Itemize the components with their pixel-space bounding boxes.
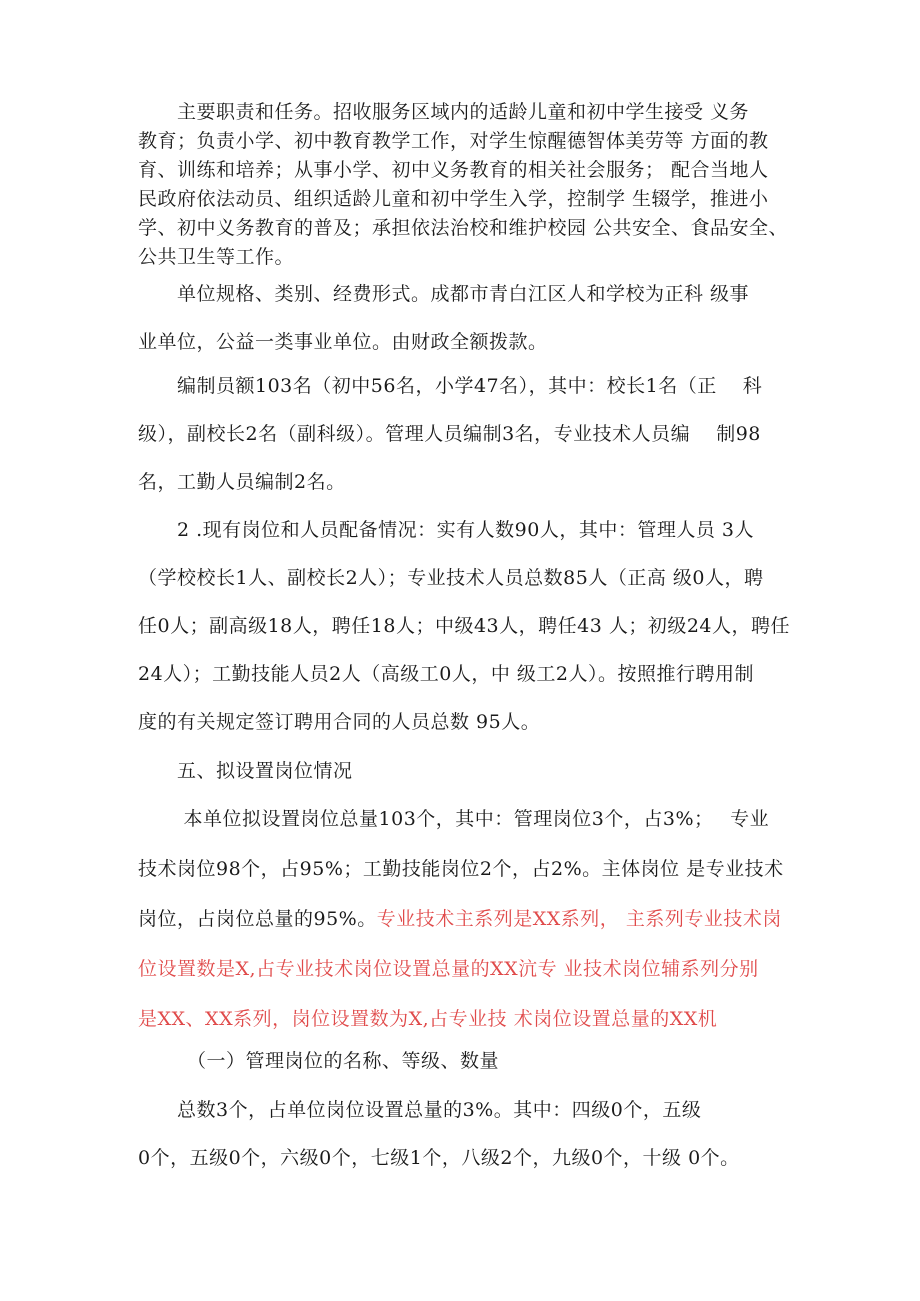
- paragraph-duties: [138, 98, 788, 272]
- text-line: 本单位拟设置岗位总量103个，其中：管理岗位3个，占3%； 专业: [138, 808, 770, 830]
- section-heading-5: [138, 746, 788, 796]
- text-line: 育、训练和培养；从事小学、初中义务教育的相关社会服务； 配合当地人: [138, 159, 769, 181]
- highlight-text: 位设置数是X,占专业技术岗位设置总量的XX沆专 业技术岗位辅系列分别: [138, 958, 759, 980]
- highlight-text: 专业技术主系列是XX系列， 主系列专业技术岗: [376, 908, 782, 930]
- paragraph-current-staff: [138, 506, 791, 746]
- text-line: 级），副校长2名（副科级）。管理人员编制3名，专业技术人员编 制98: [138, 423, 761, 445]
- text-line: 任0人；副高级18人，聘任18人；中级43人，聘任43 人；初级24人，聘任: [138, 615, 791, 637]
- text-line: 编制员额103名（初中56名，小学47名），其中：校长1名（正 科: [138, 375, 763, 397]
- text-line: 教育；负责小学、初中教育教学工作，对学生惊醒德智体美劳等 方面的教: [138, 130, 769, 152]
- section-heading: （一）管理岗位的名称、等级、数量: [138, 1050, 500, 1072]
- highlight-text: 是XX、XX系列，岗位设置数为X,占专业技 术岗位设置总量的XX机: [138, 1008, 718, 1030]
- section-heading-mgmt: [138, 1036, 788, 1086]
- text-line: 2 .现有岗位和人员配备情况：实有人数90人，其中：管理人员 3人: [138, 519, 754, 541]
- text-line: 业单位，公益一类事业单位。由财政全额拨款。: [138, 331, 548, 353]
- text-line: 24人）；工勤技能人员2人（高级工0人，中 级工2人）。按照推行聘用制: [138, 663, 754, 685]
- text-line: 公共卫生等工作。: [138, 246, 295, 268]
- paragraph-unit-specs: [138, 270, 788, 366]
- paragraph-planned-posts: [138, 794, 788, 1044]
- text-line: （学校校长1人、副校长2人）；专业技术人员总数85人（正高 级0人，聘: [138, 567, 764, 589]
- text-line: 总数3个，占单位岗位设置总量的3%。其中：四级0个，五级: [138, 1099, 702, 1121]
- text-line: 学、初中义务教育的普及；承担依法治校和维护校园 公共安全、食品安全、: [138, 217, 789, 239]
- text-line: 主要职责和任务。招收服务区域内的适龄儿童和初中学生接受 义务: [138, 101, 750, 123]
- text-line: 民政府依法动员、组织适龄儿童和初中学生入学，控制学 生辍学，推进小: [138, 188, 769, 210]
- text-line: 度的有关规定签订聘用合同的人员总数 95人。: [138, 711, 541, 733]
- paragraph-mgmt-posts: [138, 1086, 788, 1182]
- text-line: 技术岗位98个，占95%；工勤技能岗位2个，占2%。主体岗位 是专业技术: [138, 858, 784, 880]
- paragraph-staffing-quota: [138, 362, 788, 506]
- section-heading: 五、拟设置岗位情况: [138, 760, 353, 782]
- text-line: 0个，五级0个，六级0个，七级1个，八级2个，九级0个，十级 0个。: [138, 1147, 740, 1169]
- text-line: 名，工勤人员编制2名。: [138, 471, 346, 493]
- text-line: 单位规格、类别、经费形式。成都市青白江区人和学校为正科 级事: [138, 283, 750, 305]
- text-segment: 岗位，占岗位总量的95%。: [138, 908, 377, 930]
- text-line-mixed: [138, 894, 788, 944]
